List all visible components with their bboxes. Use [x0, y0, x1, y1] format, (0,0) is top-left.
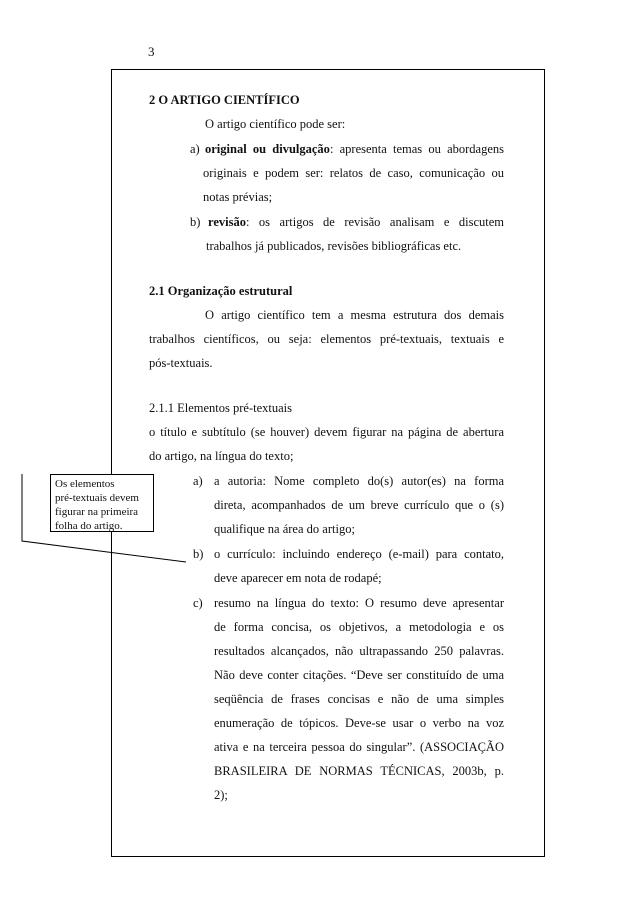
- list-item-line: resultados alcançados, não ultrapassando 250 palavras.: [214, 644, 504, 658]
- list-item-line: trabalhos já publicados, revisões bibliográficas etc.: [206, 239, 462, 253]
- list-item-line: seqüência de frases concisas e não de uma simples: [214, 692, 504, 706]
- list-item-line: qualifique na área do artigo;: [214, 522, 355, 536]
- list-item-line: 2);: [214, 788, 228, 802]
- list-marker: b): [190, 215, 201, 229]
- list-item-line: direta, acompanhados de um breve currículo que o (s): [214, 498, 504, 512]
- list-item-text: : os artigos de revisão analisam e discutem: [245, 215, 504, 229]
- list-item-text: : apresenta temas ou abordagens: [329, 142, 504, 156]
- list-marker: c): [193, 596, 203, 610]
- list-marker: a): [193, 474, 203, 488]
- list-item-line: deve aparecer em nota de rodapé;: [214, 571, 382, 585]
- list-item-line: de forma concisa, os objetivos, a metodologia e os: [214, 620, 504, 634]
- margin-note-line: pré-textuais devem: [55, 492, 139, 504]
- paragraph-line: trabalhos científicos, ou seja: elementos pré-textuais, textuais e: [149, 332, 504, 346]
- list-marker: b): [193, 547, 204, 561]
- list-item-line: notas prévias;: [203, 190, 273, 204]
- list-item-line: enumeração de tópicos. Deve-se usar o verbo na voz: [214, 716, 504, 730]
- list-item-line: Não deve conter citações. “Deve ser constituído de uma: [214, 668, 504, 682]
- subsection-title: 2.1 Organização estrutural: [149, 284, 293, 298]
- page-number: 3: [148, 44, 155, 59]
- list-item-line: ativa e na terceira pessoa do singular”. (ASSOCIAÇÃO: [214, 740, 504, 754]
- list-item-term: revisão: [208, 215, 246, 229]
- margin-note-line: folha do artigo.: [55, 520, 123, 532]
- list-item-line: o currículo: incluindo endereço (e-mail) para contato,: [214, 547, 504, 561]
- paragraph-line: o título e subtítulo (se houver) devem figurar na página de abertura: [149, 425, 504, 439]
- paragraph-line: do artigo, na língua do texto;: [149, 449, 294, 463]
- margin-note: [50, 474, 154, 532]
- margin-note-line: figurar na primeira: [55, 506, 139, 518]
- subsubsection-title: 2.1.1 Elementos pré-textuais: [149, 401, 293, 415]
- list-item-line: originais e podem ser: relatos de caso, comunicação ou: [203, 166, 504, 180]
- margin-note-line: Os elementos: [55, 478, 115, 490]
- list-item-line: BRASILEIRA DE NORMAS TÉCNICAS, 2003b, p.: [214, 764, 504, 778]
- list-item-line: resumo na língua do texto: O resumo deve apresentar: [214, 596, 504, 610]
- list-marker: a): [190, 142, 200, 156]
- paragraph-line: pós-textuais.: [149, 356, 213, 370]
- section-title: 2 O ARTIGO CIENTÍFICO: [149, 93, 300, 107]
- section-intro: O artigo científico pode ser:: [205, 117, 346, 131]
- list-item-line: a autoria: Nome completo do(s) autor(es) na forma: [214, 474, 504, 488]
- list-item-term: original ou divulgação: [205, 142, 330, 156]
- paragraph-line: O artigo científico tem a mesma estrutura dos demais: [205, 308, 504, 322]
